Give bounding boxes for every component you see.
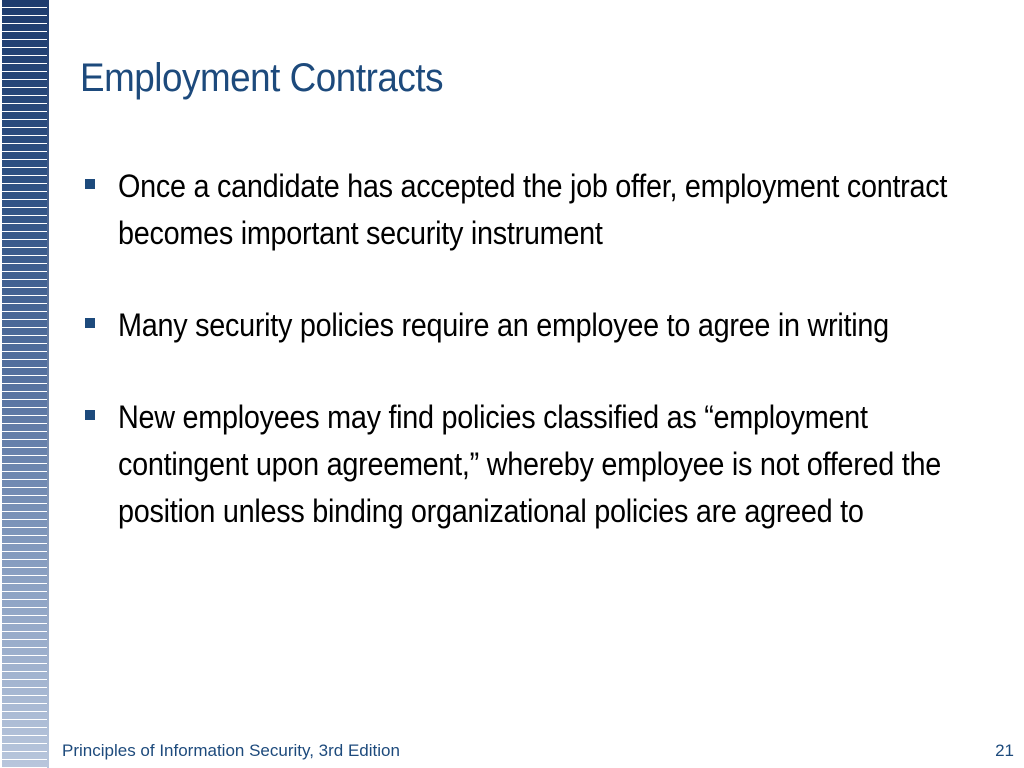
- square-bullet-icon: [85, 410, 95, 420]
- square-bullet-icon: [85, 318, 95, 328]
- bullet-item: [80, 394, 980, 535]
- page-number: 21: [995, 741, 1014, 760]
- bullet-item: [80, 302, 980, 349]
- square-bullet-icon: [85, 179, 95, 189]
- bullet-text: New employees may find policies classified as “employment contingent upon agreement,” whereby employee is not offered the position unless binding organizational policies are agreed to: [118, 399, 942, 529]
- bullet-item: [80, 163, 980, 257]
- bullet-text: Many security policies require an employee to agree in writing: [118, 307, 889, 343]
- stripe-pattern: [2, 0, 47, 768]
- slide-title: Employment Contracts: [80, 56, 444, 100]
- stripe-edge: [47, 0, 49, 768]
- bullet-list: [80, 163, 980, 580]
- decorative-stripe-bar: [0, 0, 49, 768]
- bullet-text: Once a candidate has accepted the job offer, employment contract becomes important security instrument: [118, 168, 948, 251]
- footer-book-title: Principles of Information Security, 3rd Edition: [62, 741, 400, 760]
